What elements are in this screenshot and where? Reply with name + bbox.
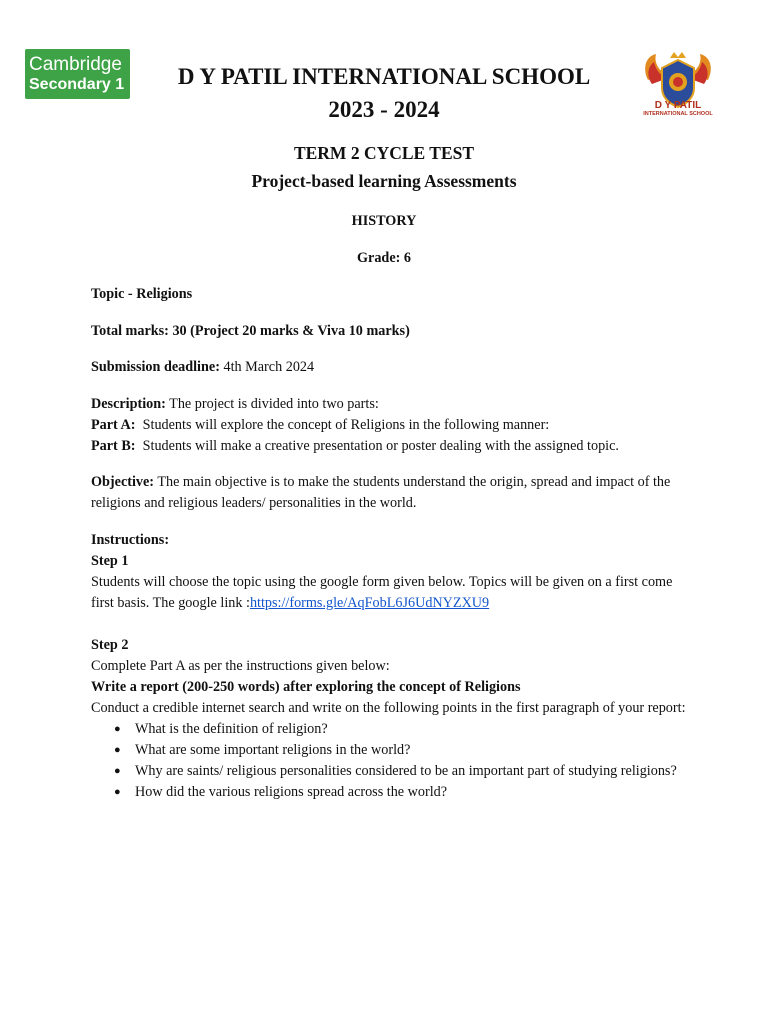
assessment-subtitle: Project-based learning Assessments bbox=[251, 171, 517, 191]
list-item: ● What is the definition of religion? bbox=[135, 719, 691, 740]
instructions-heading: Instructions: bbox=[91, 531, 170, 548]
report-instructions: Conduct a credible internet search and write on the following points in the first paragraph of your report: bbox=[91, 699, 686, 716]
report-heading: Write a report (200-250 words) after exploring the concept of Religions bbox=[91, 678, 521, 695]
page-header bbox=[150, 60, 618, 126]
submission-deadline bbox=[91, 357, 691, 378]
part-a-text: Students will explore the concept of Religions in the following manner: bbox=[135, 416, 550, 433]
description-text: The project is divided into two parts: bbox=[165, 395, 379, 412]
objective-text: The main objective is to make the students understand the origin, spread and impact of the religions and religious leaders/ personalities in the world. bbox=[91, 474, 671, 511]
step2-intro: Complete Part A as per the instructions given below: bbox=[91, 657, 390, 674]
submission-label: Submission deadline: bbox=[91, 359, 220, 375]
cambridge-logo bbox=[25, 49, 130, 99]
cambridge-logo-line2: Secondary 1 bbox=[29, 76, 125, 93]
crest-name: D Y PATIL bbox=[654, 100, 702, 111]
topic-line: Topic - Religions bbox=[91, 286, 193, 302]
test-title: TERM 2 CYCLE TEST bbox=[293, 143, 475, 163]
list-item: ● How did the various religions spread across the world? bbox=[135, 782, 691, 803]
part-b-line bbox=[91, 436, 691, 457]
total-marks-line: Total marks: 30 (Project 20 marks & Viva 10 marks) bbox=[91, 322, 410, 339]
step1-heading: Step 1 bbox=[91, 552, 129, 569]
step1-text: Students will choose the topic using the google form given below. Topics will be given on a first come first basis. The google link : bbox=[91, 573, 673, 611]
step2-heading: Step 2 bbox=[91, 636, 129, 653]
description-line bbox=[91, 394, 691, 415]
crest-subname: INTERNATIONAL SCHOOL bbox=[643, 111, 713, 117]
list-item: ● Why are saints/ religious personalities considered to be an important part of studying religions? bbox=[135, 761, 691, 782]
subject-heading: HISTORY bbox=[351, 213, 417, 229]
step1-paragraph bbox=[91, 572, 691, 614]
part-b-text: Students will make a creative presentation or poster dealing with the assigned topic. bbox=[135, 437, 619, 454]
part-b-label: Part B: bbox=[91, 437, 136, 454]
report-points-list bbox=[91, 719, 691, 803]
list-item: ● What are some important religions in the world? bbox=[135, 740, 691, 761]
objective-paragraph bbox=[91, 472, 691, 514]
cambridge-logo-line1: Cambridge bbox=[29, 54, 122, 75]
school-crest-logo bbox=[640, 50, 716, 128]
school-name: D Y PATIL INTERNATIONAL SCHOOL bbox=[177, 64, 591, 89]
document-body bbox=[91, 284, 691, 803]
part-a-label: Part A: bbox=[91, 416, 136, 433]
grade-heading: Grade: 6 bbox=[357, 250, 411, 266]
academic-year: 2023 - 2024 bbox=[328, 97, 440, 122]
submission-value: 4th March 2024 bbox=[219, 359, 315, 375]
google-form-link[interactable]: https://forms.gle/AqFobL6J6UdNYZXU9 bbox=[249, 594, 490, 611]
description-label: Description: bbox=[91, 395, 166, 412]
objective-label: Objective: bbox=[91, 474, 155, 490]
part-a-line bbox=[91, 415, 691, 436]
